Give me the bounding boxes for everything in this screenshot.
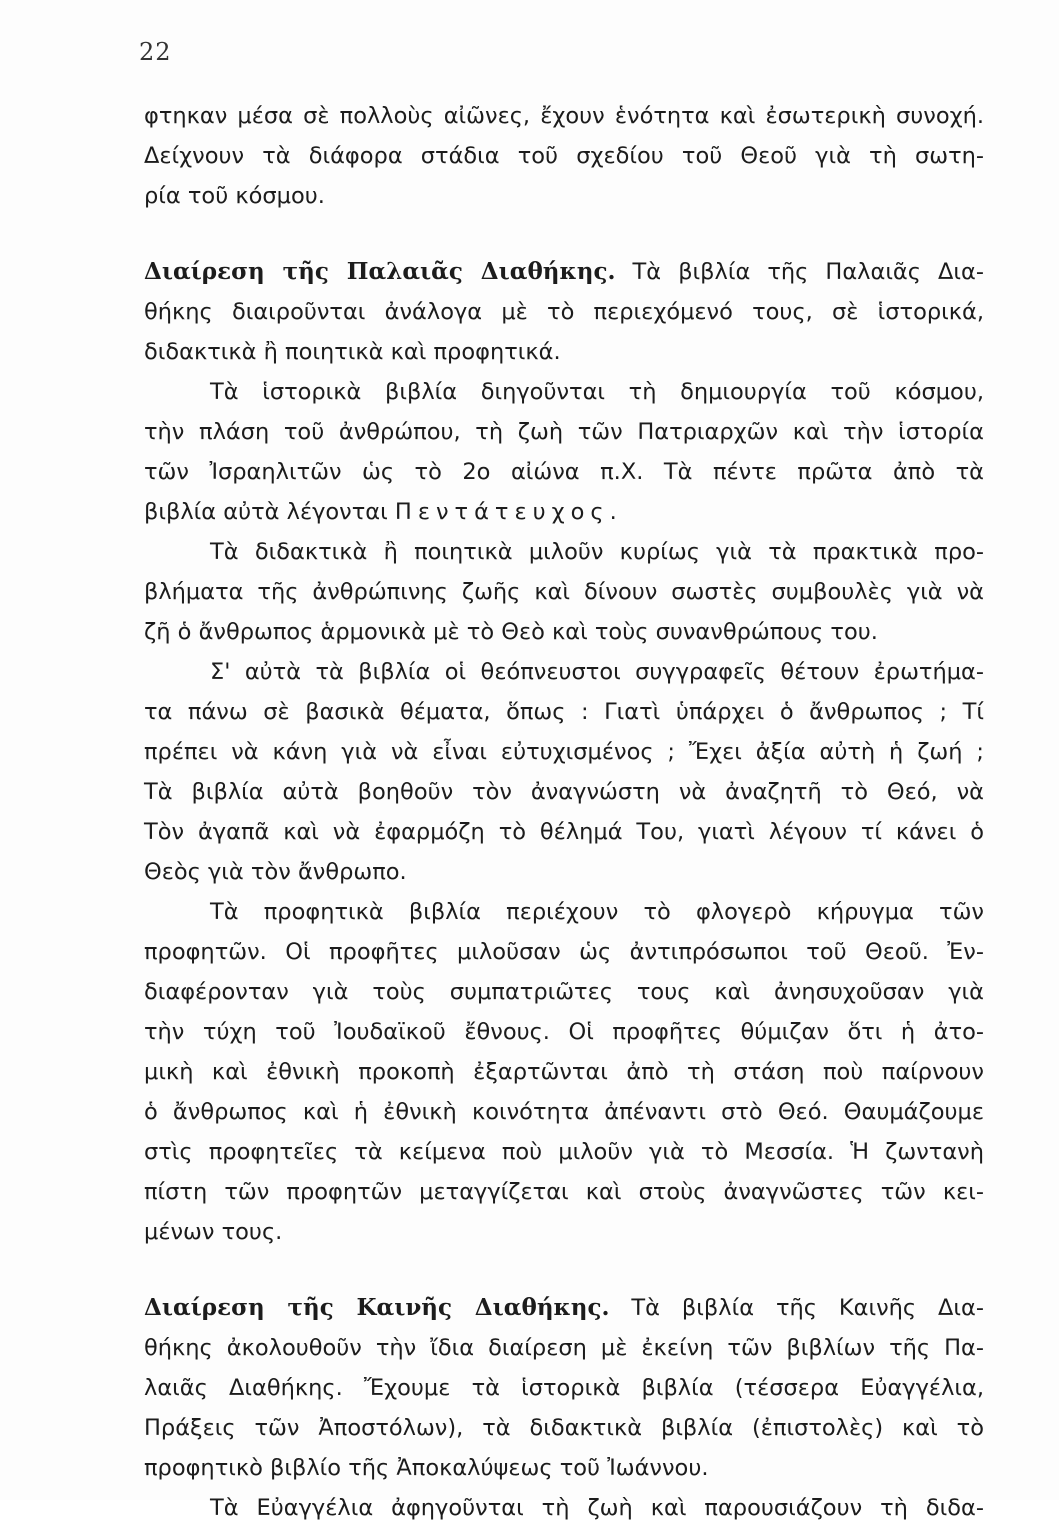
text-line [144, 492, 984, 532]
page-number: 22 [139, 38, 172, 66]
text-line: λαιᾶς Διαθήκης. Ἔχουμε τὰ ἱστορικὰ βιβλία (τέσσερα Εὐαγγέλια, [144, 1375, 984, 1401]
text-line: στὶς προφητεῖες τὰ κείμενα ποὺ μιλοῦν γιὰ τὸ Μεσσία. Ἡ ζωντανὴ [144, 1139, 984, 1165]
text-line: ρία τοῦ κόσμου. [144, 183, 325, 209]
text-line: πίστη τῶν προφητῶν μεταγγίζεται καὶ στοὺς ἀναγνῶστες τῶν κει- [144, 1179, 984, 1205]
text-line: Τὰ βιβλία αὐτὰ βοηθοῦν τὸν ἀναγνώστη νὰ ἀναζητῆ τὸ Θεό, νὰ [144, 779, 984, 805]
text-line: τὴν πλάση τοῦ ἀνθρώπου, τὴ ζωὴ τῶν Πατριαρχῶν καὶ τὴν ἱστορία [144, 419, 984, 445]
text-line-rest: Τὰ βιβλία τῆς Καινῆς Δια- [609, 1295, 984, 1321]
text-line: μικὴ καὶ ἐθνικὴ προκοπὴ ἐξαρτῶνται ἀπὸ τὴ στάση ποὺ παίρνουν [144, 1059, 984, 1085]
text-line: πρέπει νὰ κάνη γιὰ νὰ εἶναι εὐτυχισμένος ; Ἔχει ἀξία αὐτὴ ἡ ζωή ; [144, 739, 984, 765]
text-line: τα πάνω σὲ βασικὰ θέματα, ὅπως : Γιατὶ ὑπάρχει ὁ ἄνθρωπος ; Τί [144, 699, 984, 725]
text-line: φτηκαν μέσα σὲ πολλοὺς αἰῶνες, ἔχουν ἑνότητα καὶ ἐσωτερικὴ συνοχή. [144, 103, 984, 129]
text-line-rest: Τὰ βιβλία τῆς Παλαιᾶς Δια- [615, 259, 984, 285]
text-fragment: . [609, 499, 617, 525]
paragraph-gap [144, 216, 984, 252]
text-line: προφητικὸ βιβλίο τῆς Ἀποκαλύψεως τοῦ Ἰωάννου. [144, 1455, 709, 1481]
text-line: Τὰ Εὐαγγέλια ἀφηγοῦνται τὴ ζωὴ καὶ παρουσιάζουν τὴ διδα- [210, 1495, 984, 1521]
text-line: Τὰ προφητικὰ βιβλία περιέχουν τὸ φλογερὸ κήρυγμα τῶν [210, 899, 984, 925]
text-line: Τὰ ἱστορικὰ βιβλία διηγοῦνται τὴ δημιουργία τοῦ κόσμου, [210, 379, 984, 405]
text-line: ζῆ ὁ ἄνθρωπος ἁρμονικὰ μὲ τὸ Θεὸ καὶ τοὺς συνανθρώπους του. [144, 619, 878, 645]
text-line: Θεὸς γιὰ τὸν ἄνθρωπο. [144, 859, 407, 885]
text-line: Τὸν ἀγαπᾶ καὶ νὰ ἐφαρμόζη τὸ θέλημά Του, γιατὶ λέγουν τί κάνει ὁ [144, 819, 984, 845]
text-line: ὁ ἄνθρωπος καὶ ἡ ἐθνικὴ κοινότητα ἀπέναντι στὸ Θεό. Θαυμάζουμε [144, 1099, 984, 1125]
text-line: τὴν τύχη τοῦ Ἰουδαϊκοῦ ἔθνους. Οἱ προφῆτες θύμιζαν ὅτι ἡ ἀτο- [144, 1019, 984, 1045]
text-fragment: βιβλία αὐτὰ λέγονται [144, 499, 395, 525]
text-line [144, 1288, 984, 1328]
text-line: βλήματα τῆς ἀνθρώπινης ζωῆς καὶ δίνουν σωστὲς συμβουλὲς γιὰ νὰ [144, 579, 984, 605]
text-line: θήκης ἀκολουθοῦν τὴν ἴδια διαίρεση μὲ ἐκείνη τῶν βιβλίων τῆς Πα- [144, 1335, 984, 1361]
spaced-term-pentateuch: Πεντάτευχος [394, 499, 610, 525]
text-line: Πράξεις τῶν Ἀποστόλων), τὰ διδακτικὰ βιβλία (ἐπιστολὲς) καὶ τὸ [144, 1415, 984, 1441]
text-line: τῶν Ἰσραηλιτῶν ὡς τὸ 2ο αἰώνα π.Χ. Τὰ πέντε πρῶτα ἀπὸ τὰ [144, 459, 984, 485]
text-line: διαφέρονταν γιὰ τοὺς συμπατριῶτες τους καὶ ἀνησυχοῦσαν γιὰ [144, 979, 984, 1005]
text-line [144, 252, 984, 292]
text-line: Δείχνουν τὰ διάφορα στάδια τοῦ σχεδίου τοῦ Θεοῦ γιὰ τὴ σωτη- [144, 143, 984, 169]
section-heading-new-testament: Διαίρεση τῆς Καινῆς Διαθήκης. [144, 1294, 610, 1321]
section-heading-old-testament: Διαίρεση τῆς Παλαιᾶς Διαθήκης. [144, 258, 616, 285]
text-line: διδακτικὰ ἢ ποιητικὰ καὶ προφητικά. [144, 339, 561, 365]
paragraph-gap [144, 1252, 984, 1288]
text-line: Σ' αὐτὰ τὰ βιβλία οἱ θεόπνευστοι συγγραφεῖς θέτουν ἐρωτήμα- [210, 659, 984, 685]
body-text [144, 96, 984, 1528]
text-line: προφητῶν. Οἱ προφῆτες μιλοῦσαν ὡς ἀντιπρόσωποι τοῦ Θεοῦ. Ἐν- [144, 939, 984, 965]
text-line: μένων τους. [144, 1219, 283, 1245]
text-line: Τὰ διδακτικὰ ἢ ποιητικὰ μιλοῦν κυρίως γιὰ τὰ πρακτικὰ προ- [210, 539, 984, 565]
text-line: θήκης διαιροῦνται ἀνάλογα μὲ τὸ περιεχόμενό τους, σὲ ἱστορικά, [144, 299, 984, 325]
